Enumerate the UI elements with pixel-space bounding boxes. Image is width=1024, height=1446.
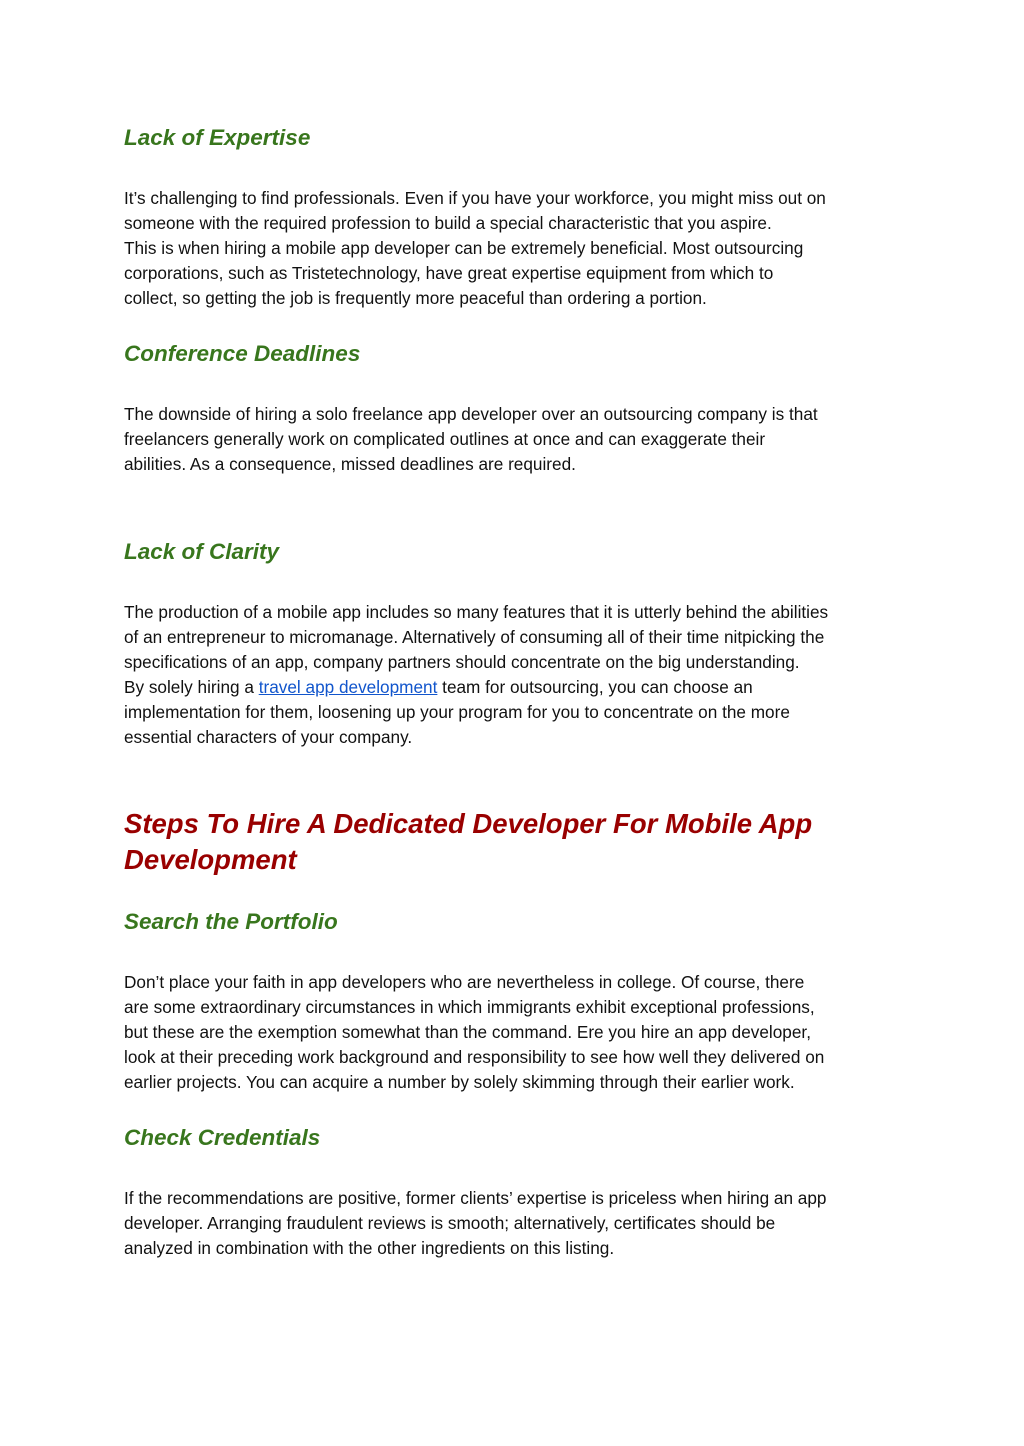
heading-lack-of-expertise: Lack of Expertise <box>124 125 311 150</box>
heading-lack-of-clarity: Lack of Clarity <box>124 539 280 564</box>
heading-conference-deadlines: Conference Deadlines <box>124 341 361 366</box>
text-line: analyzed in combination with the other ingredients on this listing. <box>124 1238 615 1258</box>
text-line: developer. Arranging fraudulent reviews is smooth; alternatively, certificates should be <box>124 1213 776 1233</box>
text-line: of an entrepreneur to micromanage. Alternatively of consuming all of their time nitpicking the <box>124 627 825 647</box>
text-line: It’s challenging to find professionals. Even if you have your workforce, you might miss out on <box>124 188 826 208</box>
heading-line: Development <box>124 844 297 875</box>
heading-steps-to-hire <box>124 806 812 878</box>
heading-search-the-portfolio: Search the Portfolio <box>124 909 338 934</box>
text-line: look at their preceding work background and responsibility to see how well they delivered on <box>124 1047 825 1067</box>
text-line: The production of a mobile app includes so many features that it is utterly behind the abilities <box>124 602 829 622</box>
text-before-link: By solely hiring a <box>124 677 259 697</box>
text-line: corporations, such as Tristetechnology, have great expertise equipment from which to <box>124 263 774 283</box>
text-line: freelancers generally work on complicated outlines at once and can exaggerate their <box>124 429 766 449</box>
text-line: are some extraordinary circumstances in which immigrants exhibit exceptional professions, <box>124 997 815 1017</box>
travel-app-development-link[interactable]: travel app development <box>258 677 438 697</box>
heading-check-credentials: Check Credentials <box>124 1125 321 1150</box>
text-line: abilities. As a consequence, missed deadlines are required. <box>124 454 576 474</box>
text-line: earlier projects. You can acquire a number by solely skimming through their earlier work. <box>124 1072 795 1092</box>
paragraph-lack-of-expertise <box>124 186 904 311</box>
text-line-with-link <box>124 675 904 700</box>
text-after-link: team for outsourcing, you can choose an <box>437 677 753 697</box>
text-line: Don’t place your faith in app developers who are nevertheless in college. Of course, there <box>124 972 805 992</box>
text-line: This is when hiring a mobile app developer can be extremely beneficial. Most outsourcing <box>124 238 804 258</box>
text-line: If the recommendations are positive, former clients’ expertise is priceless when hiring an app <box>124 1188 827 1208</box>
text-line: collect, so getting the job is frequently more peaceful than ordering a portion. <box>124 288 707 308</box>
text-line: but these are the exemption somewhat than the command. Ere you hire an app developer, <box>124 1022 811 1042</box>
paragraph-conference-deadlines <box>124 402 904 477</box>
text-line: essential characters of your company. <box>124 727 413 747</box>
paragraph-lack-of-clarity <box>124 600 904 750</box>
text-line: specifications of an app, company partners should concentrate on the big understanding. <box>124 652 800 672</box>
heading-line: Steps To Hire A Dedicated Developer For Mobile App <box>124 808 813 839</box>
paragraph-search-the-portfolio <box>124 970 904 1095</box>
text-line: The downside of hiring a solo freelance app developer over an outsourcing company is that <box>124 404 818 424</box>
text-line: someone with the required profession to build a special characteristic that you aspire. <box>124 213 772 233</box>
text-line: implementation for them, loosening up your program for you to concentrate on the more <box>124 702 790 722</box>
paragraph-check-credentials <box>124 1186 904 1261</box>
